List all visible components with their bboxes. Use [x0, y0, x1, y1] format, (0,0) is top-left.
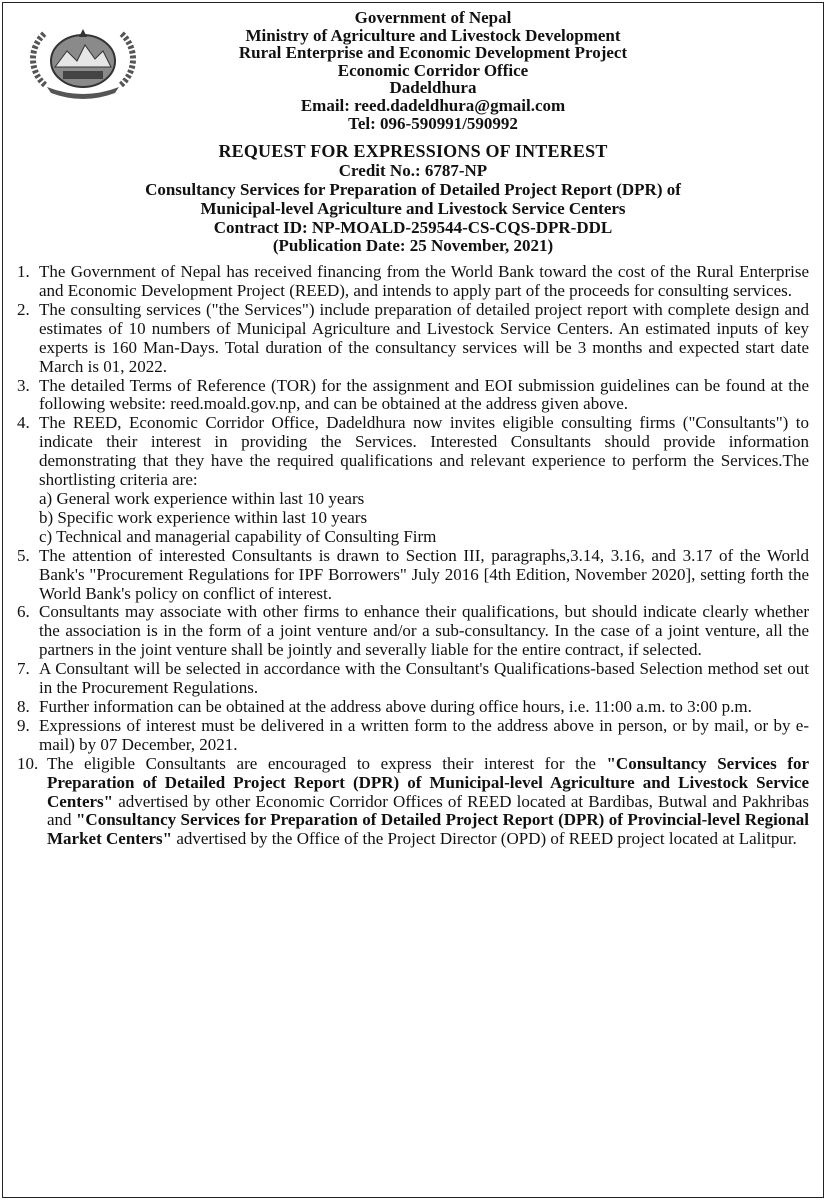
criteria-a: a) General work experience within last 10 years — [39, 489, 365, 509]
item-text-part-2: advertised by other Economic Corridor Offices of REED located at Bardibas, Butwal and Pakhribas and — [47, 791, 809, 830]
list-item — [17, 717, 809, 755]
item-number: 3. — [17, 375, 30, 395]
contract-id: Contract ID: NP-MOALD-259544-CS-CQS-DPR-DDL — [213, 217, 613, 237]
list-item — [17, 414, 809, 546]
criteria-c: c) Technical and managerial capability of Consulting Firm — [39, 526, 437, 546]
header-government: Government of Nepal — [354, 8, 512, 27]
item-number: 9. — [17, 715, 30, 735]
list-item — [17, 377, 809, 415]
header-office: Economic Corridor Office — [337, 60, 529, 80]
item-number: 10. — [17, 753, 39, 773]
list-item — [17, 698, 809, 717]
eoi-notice — [2, 2, 824, 1198]
item-text: The consulting services ("the Services") include preparation of detailed project report with complete design and estimates of 10 numbers of Municipal Agriculture and Livestock Service Centers. An estimated inputs of key experts is 160 Man-Days. Total duration of the consultancy services will be 3 months and expected start date March is 01, 2022. — [39, 299, 809, 376]
item-text-bold-1: "Consultancy Services for Preparation of Detailed Project Report (DPR) of Municipal-level Agriculture and Livestock Service Centers" — [47, 753, 810, 811]
item-number: 6. — [17, 602, 30, 622]
publication-date: (Publication Date: 25 November, 2021) — [272, 236, 554, 256]
item-text: The attention of interested Consultants is drawn to Section III, paragraphs,3.14, 3.16, and 3.17 of the World Bank's "Procurement Regulations for IPF Borrowers" July 2016 [4th Edition, November 2020], setting forth the World Bank's policy on conflict of interest. — [39, 545, 809, 603]
notice-titles — [17, 141, 809, 256]
notice-title: REQUEST FOR EXPRESSIONS OF INTEREST — [218, 141, 608, 162]
item-text-bold-2: "Consultancy Services for Preparation of Detailed Project Report (DPR) of Provincial-level Regional Market Centers" — [47, 810, 810, 849]
item-text: A Consultant will be selected in accordance with the Consultant's Qualifications-based Selection method set out in the Procurement Regulations. — [39, 659, 809, 698]
list-item — [17, 603, 809, 660]
list-item — [17, 301, 809, 377]
list-item — [17, 755, 809, 850]
item-number: 4. — [17, 413, 30, 433]
item-number: 2. — [17, 299, 30, 319]
subject-line-1: Consultancy Services for Preparation of Detailed Project Report (DPR) of — [145, 179, 681, 199]
credit-number: Credit No.: 6787-NP — [338, 161, 488, 181]
header-location: Dadeldhura — [389, 78, 477, 98]
header-email: Email: reed.dadeldhura@gmail.com — [300, 95, 566, 115]
item-text: Expressions of interest must be delivered in a written form to the address above in person, or by mail, or by e-mail) by 07 December, 2021. — [39, 715, 809, 754]
item-number: 5. — [17, 545, 30, 565]
item-text-part-3: advertised by the Office of the Project Director (OPD) of REED project located at Lalitpur. — [172, 829, 797, 849]
header-project: Rural Enterprise and Economic Development Project — [238, 43, 628, 63]
header-ministry: Ministry of Agriculture and Livestock Development — [245, 25, 621, 45]
list-item — [17, 660, 809, 698]
notice-items — [17, 263, 809, 849]
government-of-nepal-emblem-icon — [23, 21, 143, 99]
item-text-part-1: The eligible Consultants are encouraged to express their interest for the — [47, 753, 607, 773]
subject-line-2: Municipal-level Agriculture and Livestock Service Centers — [200, 198, 626, 218]
list-item — [17, 263, 809, 301]
item-text: Consultants may associate with other firms to enhance their qualifications, but should indicate clearly whether the association is in the form of a joint venture and/or a sub-consultancy. In the case of a joint venture, all the partners in the joint venture shall be jointly and severally liable for the entire contract, if selected. — [39, 602, 809, 660]
header-telephone: Tel: 096-590991/590992 — [348, 113, 518, 133]
item-text: The Government of Nepal has received financing from the World Bank toward the cost of the Rural Enterprise and Economic Development Project (REED), and intends to apply part of the proceeds for consulting services. — [39, 262, 809, 301]
item-number: 1. — [17, 262, 30, 282]
item-text: The detailed Terms of Reference (TOR) for the assignment and EOI submission guidelines can be found at the following website: reed.moald.gov.np, and can be obtained at the address given above. — [39, 375, 809, 414]
criteria-b: b) Specific work experience within last 10 years — [39, 507, 368, 527]
item-number: 8. — [17, 696, 30, 716]
list-item — [17, 547, 809, 604]
item-text: Further information can be obtained at the address above during office hours, i.e. 11:00 a.m. to 3:00 p.m. — [39, 696, 752, 716]
item-number: 7. — [17, 659, 30, 679]
item-text: The REED, Economic Corridor Office, Dadeldhura now invites eligible consulting firms ("Consultants") to indicate their interest in providing the Services. Interested Consultants should provide information demonstrating that they have the required qualifications and relevant experience to perform the Services.The shortlisting criteria are: — [39, 413, 809, 490]
